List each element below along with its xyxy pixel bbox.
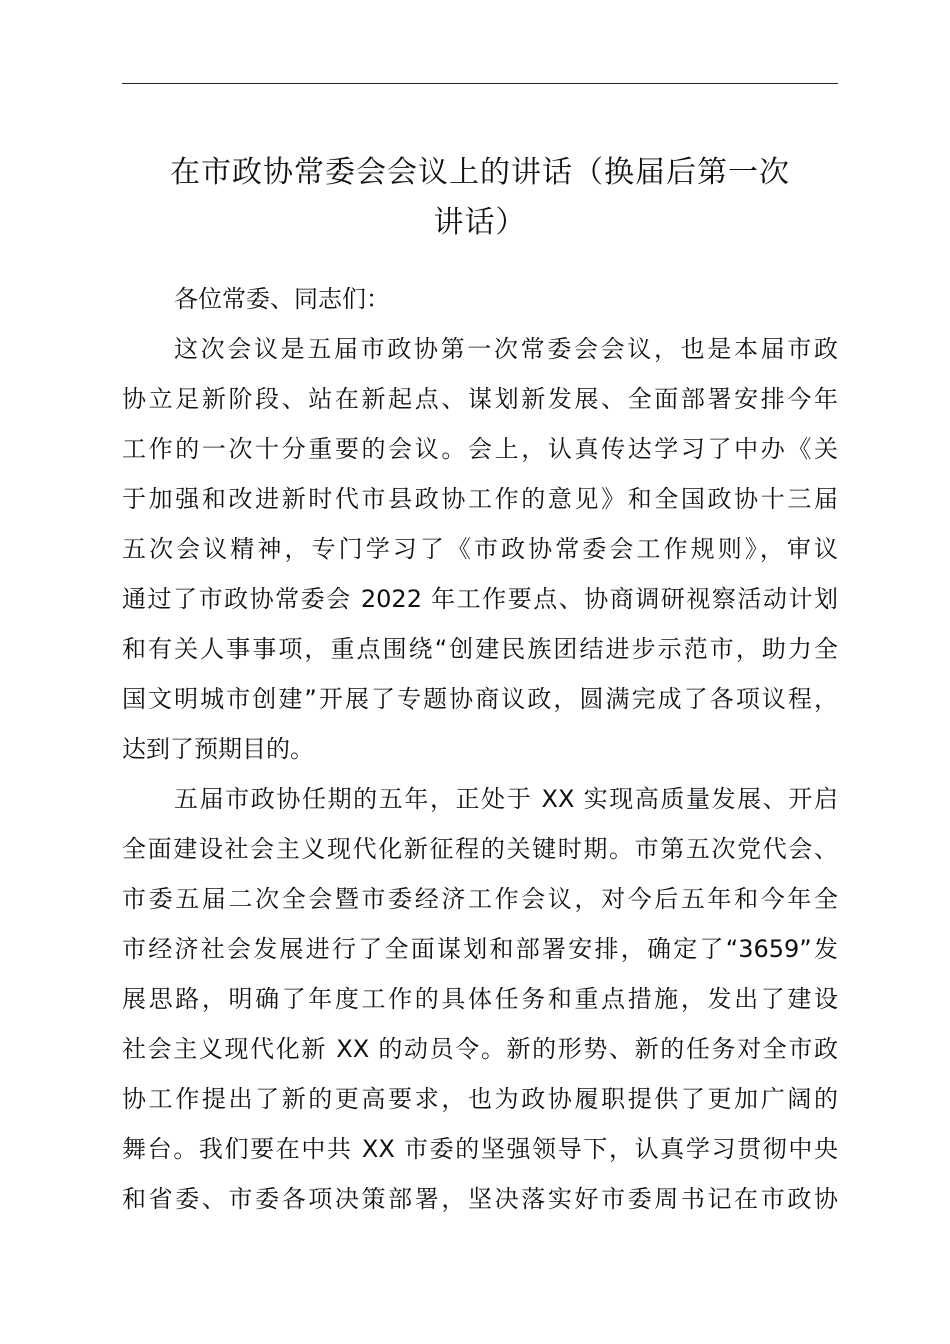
paragraph-line: 这次会议是五届市政协第一次常委会会议，也是本届市政 <box>174 335 838 363</box>
paragraph-line: 达到了预期目的。 <box>122 735 314 763</box>
paragraph-line: 五次会议精神，专门学习了《市政协常委会工作规则》，审议 <box>122 535 838 563</box>
title-line: 讲话） <box>433 205 527 240</box>
document-title <box>110 148 850 248</box>
title-line: 在市政协常委会会议上的讲话（换届后第一次 <box>170 155 790 190</box>
header-rule <box>122 83 838 84</box>
salutation: 各位常委、同志们： <box>174 285 390 313</box>
paragraph-line: 于加强和改进新时代市县政协工作的意见》和全国政协十三届 <box>122 485 838 513</box>
paragraph-line: 通过了市政协常委会 2022 年工作要点、协商调研视察活动计划 <box>122 585 838 613</box>
paragraph-line: 展思路，明确了年度工作的具体任务和重点措施，发出了建设 <box>122 985 838 1013</box>
paragraph-line: 国文明城市创建”开展了专题协商议政，圆满完成了各项议程， <box>122 685 838 713</box>
paragraph-line: 市经济社会发展进行了全面谋划和部署安排，确定了“3659”发 <box>122 935 838 963</box>
paragraph-line: 舞台。我们要在中共 XX 市委的坚强领导下，认真学习贯彻中央 <box>122 1135 838 1163</box>
paragraph-line: 全面建设社会主义现代化新征程的关键时期。市第五次党代会、 <box>122 835 838 863</box>
paragraph-line: 协工作提出了新的更高要求，也为政协履职提供了更加广阔的 <box>122 1085 838 1113</box>
paragraph-line: 和省委、市委各项决策部署，坚决落实好市委周书记在市政协 <box>122 1185 838 1213</box>
paragraph-line: 和有关人事事项，重点围绕“创建民族团结进步示范市，助力全 <box>122 635 838 663</box>
paragraph-line: 工作的一次十分重要的会议。会上，认真传达学习了中办《关 <box>122 435 838 463</box>
paragraph-line: 社会主义现代化新 XX 的动员令。新的形势、新的任务对全市政 <box>122 1035 838 1063</box>
paragraph-line: 五届市政协任期的五年，正处于 XX 实现高质量发展、开启 <box>174 785 838 813</box>
paragraph-line: 市委五届二次全会暨市委经济工作会议，对今后五年和今年全 <box>122 885 838 913</box>
document-body <box>122 274 838 1224</box>
paragraph-line: 协立足新阶段、站在新起点、谋划新发展、全面部署安排今年 <box>122 385 838 413</box>
